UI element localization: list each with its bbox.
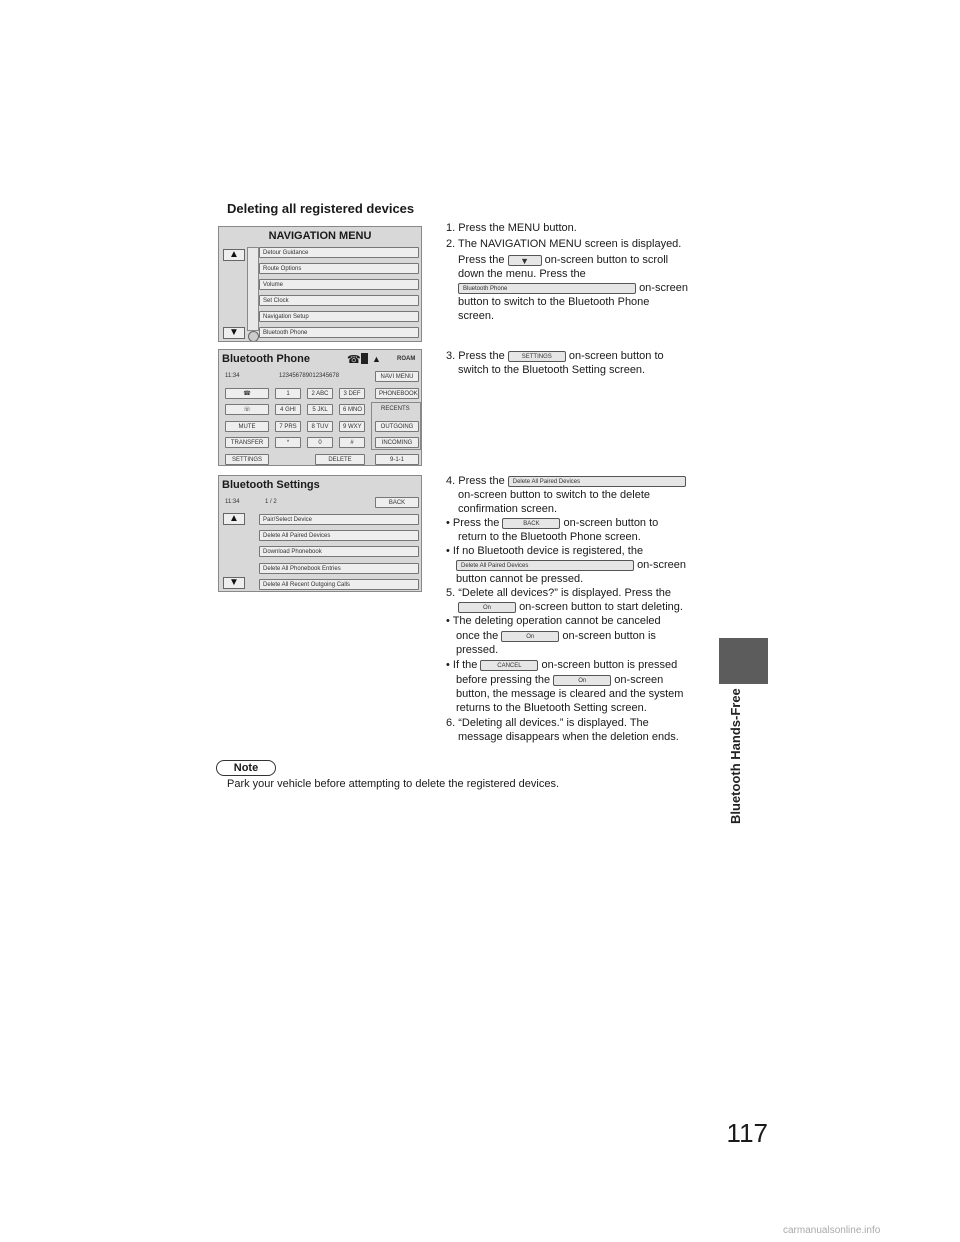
step-1: 1. Press the MENU button. bbox=[446, 222, 577, 234]
navi-menu-button[interactable]: NAVI MENU bbox=[375, 371, 419, 382]
clock-time: 11:34 bbox=[225, 499, 240, 505]
bullet-cannot-cancel-line: once the On on-screen button is bbox=[456, 630, 656, 642]
step-2-line: button to switch to the Bluetooth Phone bbox=[458, 296, 650, 308]
screen-title: NAVIGATION MENU bbox=[268, 230, 372, 242]
menu-item-set-clock[interactable]: Set Clock bbox=[259, 295, 419, 306]
roam-indicator: ROAM bbox=[397, 356, 416, 362]
menu-item-volume[interactable]: Volume bbox=[259, 279, 419, 290]
end-call-button[interactable] bbox=[225, 404, 269, 415]
incoming-button[interactable]: INCOMING bbox=[375, 437, 419, 448]
clock-time: 11:34 bbox=[225, 373, 240, 379]
delete-all-phonebook-entries-button[interactable]: Delete All Phonebook Entries bbox=[259, 563, 419, 574]
recents-label: RECENTS bbox=[381, 406, 410, 412]
screen-title: Bluetooth Phone bbox=[222, 353, 310, 365]
step-4-line: on-screen button to switch to the delete bbox=[458, 489, 651, 501]
emergency-911-button[interactable]: 9-1-1 bbox=[375, 454, 419, 465]
keypad-key[interactable]: 7 PRS bbox=[275, 421, 301, 432]
bullet-cancel-line: button, the message is cleared and the system bbox=[456, 688, 684, 700]
on-inline-button: On bbox=[501, 631, 559, 642]
bullet-no-device: • If no Bluetooth device is registered, the bbox=[446, 545, 644, 557]
download-phonebook-button[interactable]: Download Phonebook bbox=[259, 546, 419, 557]
note-text: Park your vehicle before attempting to delete the registered devices. bbox=[227, 778, 560, 790]
scroll-up-icon[interactable]: ▲ bbox=[223, 513, 245, 525]
note-badge: Note bbox=[216, 760, 276, 776]
scroll-position-icon bbox=[248, 331, 259, 342]
menu-item-navigation-setup[interactable]: Navigation Setup bbox=[259, 311, 419, 322]
menu-item-bluetooth-phone[interactable]: Bluetooth Phone bbox=[259, 327, 419, 338]
signal-strength-icon: ▲ bbox=[372, 354, 381, 364]
keypad-key[interactable]: 8 TUV bbox=[307, 421, 333, 432]
scroll-down-icon[interactable]: ▼ bbox=[223, 577, 245, 589]
back-inline-button: BACK bbox=[502, 518, 560, 529]
step-2-line: down the menu. Press the bbox=[458, 268, 586, 280]
transfer-button[interactable]: TRANSFER bbox=[225, 437, 269, 448]
keypad-key[interactable]: 9 WXY bbox=[339, 421, 365, 432]
page-number: 117 bbox=[726, 1118, 768, 1148]
dialed-number: 123456789012345678 bbox=[279, 373, 340, 379]
delete-all-recent-outgoing-calls-button[interactable]: Delete All Recent Outgoing Calls bbox=[259, 579, 419, 590]
bullet-cannot-cancel: • The deleting operation cannot be canceled bbox=[446, 615, 661, 627]
step-2-scroll-line: Press the ▼ on-screen button to scroll bbox=[458, 254, 669, 266]
bullet-back: • Press the BACK on-screen button to bbox=[446, 517, 659, 529]
bullet-no-device-line: Delete All Paired Devices on-screen bbox=[456, 558, 712, 572]
screen-title: Bluetooth Settings bbox=[222, 479, 320, 491]
keypad-key[interactable]: 3 DEF bbox=[339, 388, 365, 399]
bullet-cancel: • If the CANCEL on-screen button is pressed bbox=[446, 659, 678, 671]
end-call-icon: ☏ bbox=[243, 407, 251, 413]
page-indicator: 1 / 2 bbox=[265, 499, 277, 505]
step-4-line: confirmation screen. bbox=[458, 503, 558, 515]
on-inline-button: On bbox=[458, 602, 516, 613]
navigation-menu-screen bbox=[218, 226, 422, 342]
keypad-key[interactable]: 6 MNO bbox=[339, 404, 365, 415]
phone-status-icon: ☎ bbox=[347, 354, 361, 366]
delete-all-paired-devices-button[interactable]: Delete All Paired Devices bbox=[259, 530, 419, 541]
keypad-key[interactable]: 1 bbox=[275, 388, 301, 399]
bluetooth-settings-screen bbox=[218, 475, 422, 592]
section-tab-marker bbox=[719, 638, 768, 684]
menu-item-detour-guidance[interactable]: Detour Guidance bbox=[259, 247, 419, 258]
keypad-key[interactable]: 0 bbox=[307, 437, 333, 448]
call-button[interactable] bbox=[225, 388, 269, 399]
bullet-cancel-line: before pressing the On on-screen bbox=[456, 674, 664, 686]
bluetooth-phone-inline-button: Bluetooth Phone bbox=[458, 283, 636, 294]
step-6-line: message disappears when the deletion ends. bbox=[458, 731, 679, 743]
keypad-key[interactable]: 2 ABC bbox=[307, 388, 333, 399]
bullet-cancel-line: returns to the Bluetooth Setting screen. bbox=[456, 702, 647, 714]
keypad-key[interactable]: # bbox=[339, 437, 365, 448]
section-tab-label: Bluetooth Hands-Free bbox=[728, 688, 743, 824]
step-4: 4. Press the Delete All Paired Devices bbox=[446, 474, 702, 488]
cancel-inline-button: CANCEL bbox=[480, 660, 538, 671]
step-6: 6. “Deleting all devices.” is displayed. The bbox=[446, 717, 649, 729]
call-icon: ☎ bbox=[243, 391, 251, 397]
scroll-down-icon[interactable]: ▼ bbox=[223, 327, 245, 339]
pair-select-device-button[interactable]: Pair/Select Device bbox=[259, 514, 419, 525]
scroll-track[interactable] bbox=[247, 247, 259, 331]
bluetooth-phone-screen bbox=[218, 349, 422, 466]
keypad-key[interactable]: * bbox=[275, 437, 301, 448]
keypad-key[interactable]: 4 GHI bbox=[275, 404, 301, 415]
delete-all-paired-devices-inline-button: Delete All Paired Devices bbox=[508, 476, 686, 487]
bullet-no-device-line: button cannot be pressed. bbox=[456, 573, 584, 585]
settings-inline-button: SETTINGS bbox=[508, 351, 566, 362]
delete-all-paired-devices-inline-button: Delete All Paired Devices bbox=[456, 560, 634, 571]
step-3: 3. Press the SETTINGS on-screen button to bbox=[446, 350, 664, 362]
section-title: Deleting all registered devices bbox=[227, 201, 415, 216]
bullet-back-line: return to the Bluetooth Phone screen. bbox=[458, 531, 641, 543]
scroll-up-icon[interactable]: ▲ bbox=[223, 249, 245, 261]
step-5: 5. “Delete all devices?” is displayed. Press the bbox=[446, 587, 671, 599]
step-5-line: On on-screen button to start deleting. bbox=[458, 600, 714, 614]
settings-button[interactable]: SETTINGS bbox=[225, 454, 269, 465]
keypad-key[interactable]: 5 JKL bbox=[307, 404, 333, 415]
scroll-down-inline-icon: ▼ bbox=[508, 255, 542, 266]
on-inline-button: On bbox=[553, 675, 611, 686]
step-2-line: screen. bbox=[458, 310, 495, 322]
bullet-cannot-cancel-line: pressed. bbox=[456, 644, 499, 656]
step-3-line: switch to the Bluetooth Setting screen. bbox=[458, 364, 646, 376]
footer-watermark: carmanualsonline.info bbox=[783, 1225, 881, 1236]
step-2: 2. The NAVIGATION MENU screen is displayed. bbox=[446, 238, 682, 250]
step-2-line: Bluetooth Phone on-screen bbox=[458, 281, 714, 295]
back-button[interactable]: BACK bbox=[375, 497, 419, 508]
battery-icon bbox=[361, 353, 368, 364]
phonebook-button[interactable]: PHONEBOOK bbox=[375, 388, 419, 399]
mute-button[interactable]: MUTE bbox=[225, 421, 269, 432]
menu-item-route-options[interactable]: Route Options bbox=[259, 263, 419, 274]
outgoing-button[interactable]: OUTGOING bbox=[375, 421, 419, 432]
delete-button[interactable]: DELETE bbox=[315, 454, 365, 465]
